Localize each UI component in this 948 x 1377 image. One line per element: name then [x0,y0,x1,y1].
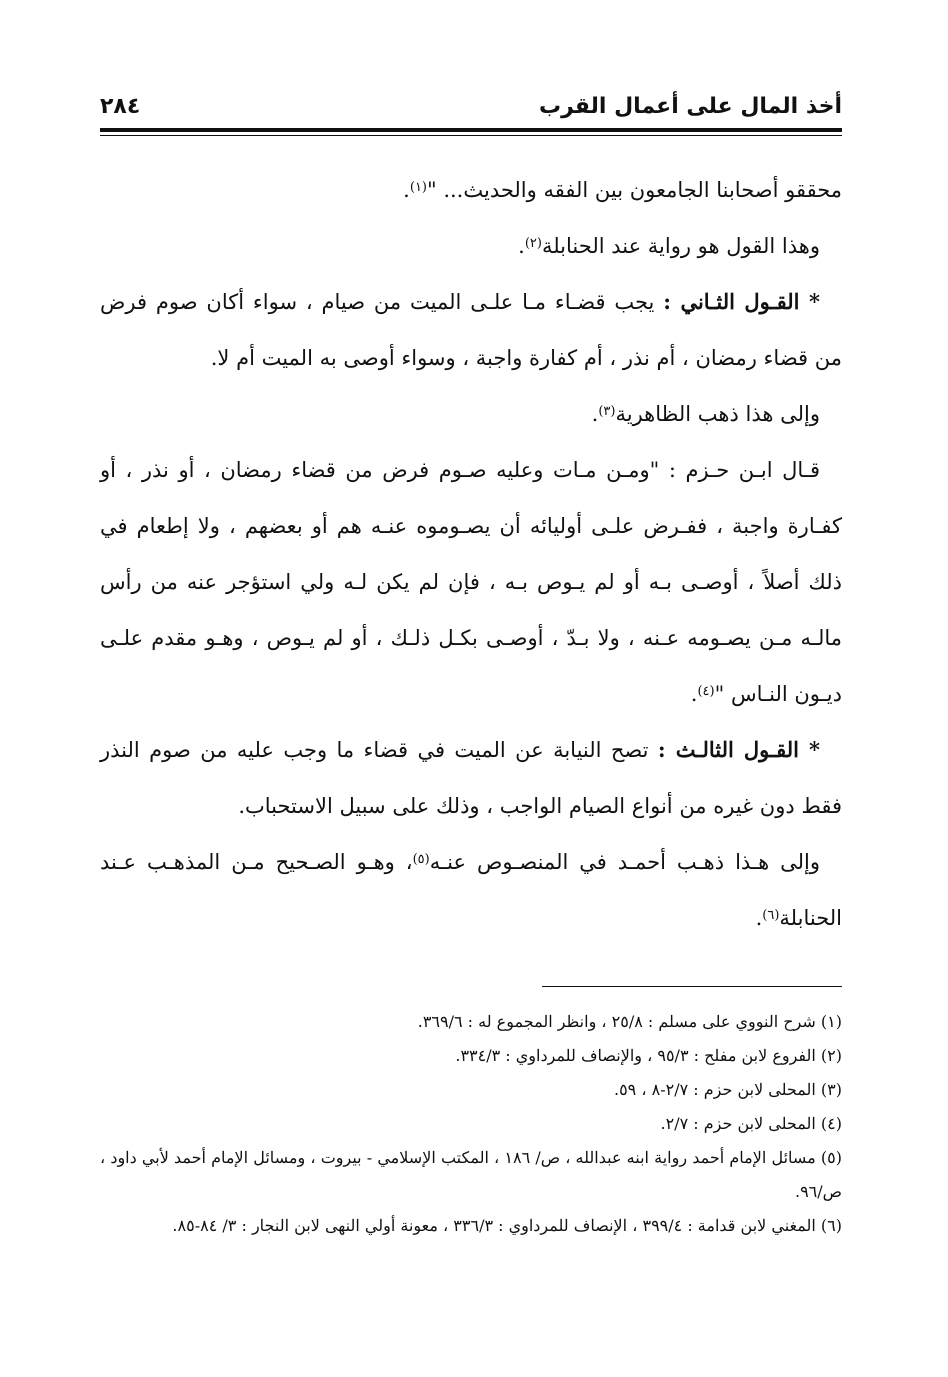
paragraph-6 [100,722,842,834]
paragraph-2 [100,218,842,274]
paragraph-7-text-b: ، وهـو الصـحيح مـن المذهـب عـند الحنابلة [100,850,842,930]
paragraph-5-end: . [690,682,698,706]
paragraph-6-text: تصح النيابة عن الميت في قضاء ما وجب عليه من صوم النذر فقط دون غيره من أنواع الصيام الواجب ، وذلك على سبيل الاستحباب. [100,738,842,818]
header-rule-thick [100,128,842,132]
paragraph-4-end: . [591,402,599,426]
second-opinion-label: * القـول الثـاني : [663,289,820,314]
page-header [100,92,842,126]
footnote-ref-6: (٦) [762,908,780,923]
main-text [100,162,842,946]
paragraph-7-end: . [755,906,763,930]
footnote-ref-1: (١) [409,180,427,195]
paragraph-4-text: وإلى هذا ذهب الظاهرية [615,402,820,426]
paragraph-7-text-a: وإلى هـذا ذهـب أحمـد في المنصـوص عنـه [429,850,820,874]
footnote-ref-5: (٥) [412,852,430,867]
paragraph-1 [100,162,842,218]
paragraph-3-text: يجب قضـاء مـا علـى الميت من صيام ، سواء أكان صوم فرض من قضاء رمضان ، أم نذر ، أم كفارة واجبة ، وسواء أوصى به الميت أم لا. [100,290,842,370]
footnote-ref-3: (٣) [598,404,616,419]
paragraph-4 [100,386,842,442]
footnote-4: (٤) المحلى لابن حزم : ٢/٧. [660,1114,842,1133]
book-page [100,92,842,1332]
paragraph-3 [100,274,842,386]
paragraph-7 [100,834,842,946]
footnote-ref-4: (٤) [697,684,715,699]
header-rule-thin [100,135,842,136]
footnotes [100,1005,842,1243]
paragraph-2-text: وهذا القول هو رواية عند الحنابلة [541,234,820,258]
third-opinion-label: * القـول الثالـث : [657,737,821,762]
footnote-3: (٣) المحلى لابن حزم : ٢/٧-٨ ، ٥٩. [613,1080,842,1099]
footnote-ref-2: (٢) [524,236,542,251]
paragraph-1-end: . [403,178,410,202]
footnote-2: (٢) الفروع لابن مفلح : ٩٥/٣ ، والإنصاف للمرداوي : ٣٣٤/٣. [455,1046,842,1065]
footnote-separator [542,986,842,987]
page-number: ٢٨٤ [100,94,141,119]
footnote-6: (٦) المغني لابن قدامة : ٣٩٩/٤ ، الإنصاف للمرداوي : ٣٣٦/٣ ، معونة أولي النهى لابن النجار : ٣/ ٨٤-٨٥. [172,1216,842,1235]
running-title: أخذ المال على أعمال القرب [538,94,842,119]
paragraph-5-text: قـال ابـن حـزم : "ومـن مـات وعليه صـوم فرض من قضاء رمضان ، أو نذر ، أو كفـارة واجبة ، ففـرض علـى أوليائه أن يصـوموه عنـه هم أو بعضهم ، ولا إطعام في ذلك أصلاً ، أوصـى بـه أو لم يـوص بـه ، فإن لم يكن لـه ولي استؤجر عنه من رأس مالـه مـن يصـومه عـنه ، ولا بـدّ ، أوصـى بكـل ذلـك ، أو لم يـوص ، وهـو مقدم علـى ديـون النـاس " [100,458,842,706]
paragraph-5 [100,442,842,722]
footnote-1: (١) شرح النووي على مسلم : ٢٥/٨ ، وانظر المجموع له : ٣٦٩/٦. [417,1012,842,1031]
footnote-5: (٥) مسائل الإمام أحمد رواية ابنه عبدالله ، ص/ ١٨٦ ، المكتب الإسلامي - بيروت ، ومسائل الإمام أحمد لأبي داود ، ص/٩٦. [100,1148,842,1201]
paragraph-1-text: محققو أصحابنا الجامعون بين الفقه والحديث... " [427,178,842,202]
paragraph-2-end: . [518,234,525,258]
